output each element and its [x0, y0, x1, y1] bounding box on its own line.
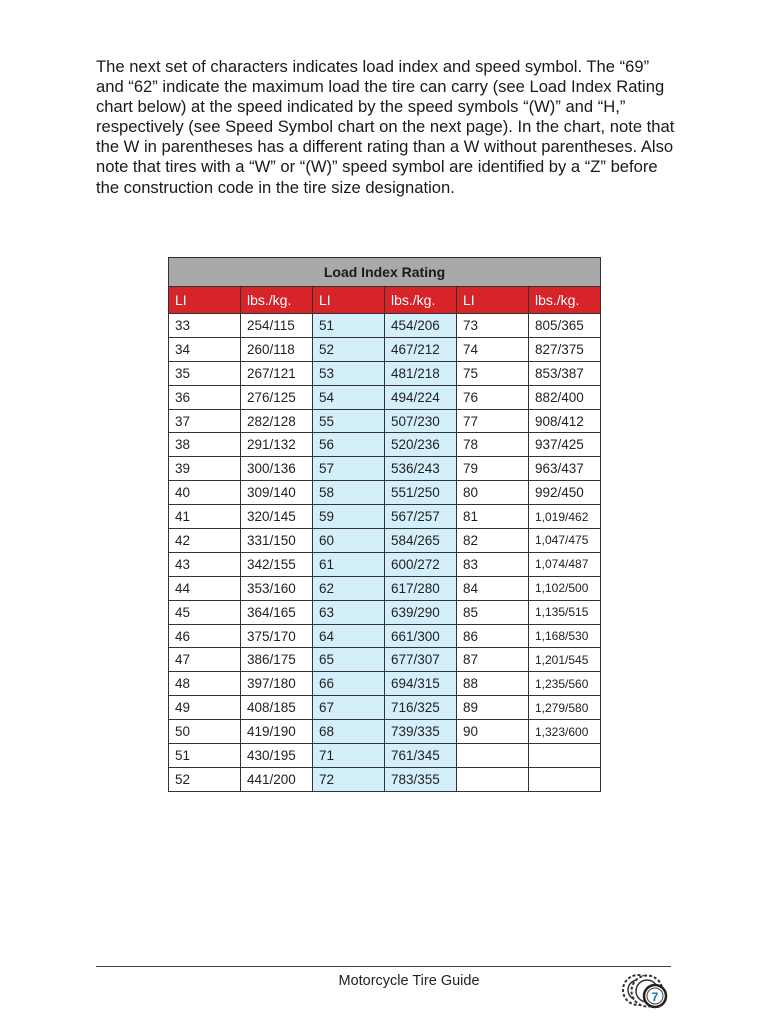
table-cell: 85	[457, 600, 529, 624]
table-cell: 34	[169, 337, 241, 361]
table-cell: 38	[169, 433, 241, 457]
table-cell: 1,019/462	[529, 505, 601, 529]
table-cell: 260/118	[241, 337, 313, 361]
table-row	[169, 481, 601, 505]
table-row	[169, 767, 601, 791]
table-cell: 1,102/500	[529, 576, 601, 600]
table-row	[169, 672, 601, 696]
table-cell: 81	[457, 505, 529, 529]
table-cell: 386/175	[241, 648, 313, 672]
table-cell: 320/145	[241, 505, 313, 529]
table-cell: 59	[313, 505, 385, 529]
table-cell: 331/150	[241, 529, 313, 553]
table-cell: 1,279/580	[529, 696, 601, 720]
table-cell: 66	[313, 672, 385, 696]
table-cell: 49	[169, 696, 241, 720]
table-cell	[457, 744, 529, 768]
table-cell: 300/136	[241, 457, 313, 481]
table-cell: 467/212	[385, 337, 457, 361]
table-cell: 441/200	[241, 767, 313, 791]
table-cell: 639/290	[385, 600, 457, 624]
column-header: LI	[313, 287, 385, 314]
table-cell: 47	[169, 648, 241, 672]
table-cell: 67	[313, 696, 385, 720]
table-cell: 45	[169, 600, 241, 624]
table-cell: 35	[169, 361, 241, 385]
table-cell: 853/387	[529, 361, 601, 385]
table-cell: 309/140	[241, 481, 313, 505]
table-cell: 57	[313, 457, 385, 481]
table-cell: 90	[457, 720, 529, 744]
table-cell: 694/315	[385, 672, 457, 696]
table-cell: 50	[169, 720, 241, 744]
table-cell: 76	[457, 385, 529, 409]
table-cell: 53	[313, 361, 385, 385]
table-header-row	[169, 287, 601, 314]
table-row	[169, 409, 601, 433]
table-cell: 37	[169, 409, 241, 433]
table-cell: 71	[313, 744, 385, 768]
table-cell: 75	[457, 361, 529, 385]
table-cell	[529, 767, 601, 791]
table-row	[169, 744, 601, 768]
table-cell: 397/180	[241, 672, 313, 696]
table-cell: 1,074/487	[529, 552, 601, 576]
table-cell: 43	[169, 552, 241, 576]
table-cell: 739/335	[385, 720, 457, 744]
table-cell: 454/206	[385, 314, 457, 338]
table-cell: 600/272	[385, 552, 457, 576]
table-cell: 716/325	[385, 696, 457, 720]
table-cell: 40	[169, 481, 241, 505]
table-cell: 72	[313, 767, 385, 791]
table-row	[169, 433, 601, 457]
table-cell: 481/218	[385, 361, 457, 385]
table-cell: 827/375	[529, 337, 601, 361]
table-cell: 48	[169, 672, 241, 696]
table-cell: 567/257	[385, 505, 457, 529]
table-cell: 82	[457, 529, 529, 553]
table-cell: 51	[169, 744, 241, 768]
table-cell: 46	[169, 624, 241, 648]
table-cell: 58	[313, 481, 385, 505]
table-cell: 408/185	[241, 696, 313, 720]
table-row	[169, 385, 601, 409]
intro-paragraph: The next set of characters indicates load index and speed symbol. The “69” and “62” indicate the maximum load the tire can carry (see Load Index Rating chart below) at the speed indicated by the speed symbols “(W)” and “H,” respectively (see Speed Symbol chart on the next page). In the chart, note that the W in parentheses has a different rating than a W without parentheses. Also note that tires with a “W” or “(W)” speed symbol are identified by a “Z” before the construction code in the tire size designation.	[96, 57, 675, 197]
table-cell: 661/300	[385, 624, 457, 648]
page-number: 7	[651, 990, 659, 1004]
table-cell: 1,047/475	[529, 529, 601, 553]
table-cell: 74	[457, 337, 529, 361]
table-row	[169, 576, 601, 600]
table-row	[169, 696, 601, 720]
table-cell: 342/155	[241, 552, 313, 576]
table-cell: 60	[313, 529, 385, 553]
tire-icon	[621, 966, 673, 1014]
load-index-table	[168, 257, 601, 792]
table-cell: 276/125	[241, 385, 313, 409]
table-cell: 1,323/600	[529, 720, 601, 744]
table-cell: 536/243	[385, 457, 457, 481]
table-title: Load Index Rating	[169, 258, 601, 287]
table-cell: 992/450	[529, 481, 601, 505]
table-cell: 86	[457, 624, 529, 648]
table-cell: 52	[169, 767, 241, 791]
table-cell: 551/250	[385, 481, 457, 505]
table-cell: 68	[313, 720, 385, 744]
table-cell: 77	[457, 409, 529, 433]
table-cell: 88	[457, 672, 529, 696]
table-cell: 51	[313, 314, 385, 338]
table-cell: 54	[313, 385, 385, 409]
table-cell: 677/307	[385, 648, 457, 672]
table-cell: 282/128	[241, 409, 313, 433]
table-row	[169, 648, 601, 672]
table-cell: 63	[313, 600, 385, 624]
table-cell: 364/165	[241, 600, 313, 624]
table-cell: 89	[457, 696, 529, 720]
table-cell: 908/412	[529, 409, 601, 433]
table-cell: 617/280	[385, 576, 457, 600]
table-cell: 55	[313, 409, 385, 433]
table-cell: 52	[313, 337, 385, 361]
footer-rule	[96, 966, 671, 967]
table-cell: 937/425	[529, 433, 601, 457]
table-cell: 963/437	[529, 457, 601, 481]
table-cell: 419/190	[241, 720, 313, 744]
table-cell: 61	[313, 552, 385, 576]
table-cell: 65	[313, 648, 385, 672]
table-cell: 64	[313, 624, 385, 648]
table-row	[169, 314, 601, 338]
table-cell: 73	[457, 314, 529, 338]
table-cell: 254/115	[241, 314, 313, 338]
table-cell: 56	[313, 433, 385, 457]
table-cell: 79	[457, 457, 529, 481]
table-cell: 78	[457, 433, 529, 457]
table-cell: 1,201/545	[529, 648, 601, 672]
table-cell: 41	[169, 505, 241, 529]
table-cell: 882/400	[529, 385, 601, 409]
table-cell	[529, 744, 601, 768]
table-cell	[457, 767, 529, 791]
table-cell: 291/132	[241, 433, 313, 457]
table-cell: 42	[169, 529, 241, 553]
table-row	[169, 505, 601, 529]
table-cell: 783/355	[385, 767, 457, 791]
table-cell: 353/160	[241, 576, 313, 600]
table-row	[169, 361, 601, 385]
table-cell: 1,135/515	[529, 600, 601, 624]
table-row	[169, 720, 601, 744]
table-cell: 62	[313, 576, 385, 600]
table-cell: 80	[457, 481, 529, 505]
table-cell: 87	[457, 648, 529, 672]
table-cell: 507/230	[385, 409, 457, 433]
table-cell: 761/345	[385, 744, 457, 768]
table-row	[169, 600, 601, 624]
table-cell: 584/265	[385, 529, 457, 553]
table-row	[169, 457, 601, 481]
table-cell: 39	[169, 457, 241, 481]
table-row	[169, 337, 601, 361]
table-cell: 430/195	[241, 744, 313, 768]
table-cell: 267/121	[241, 361, 313, 385]
table-cell: 520/236	[385, 433, 457, 457]
table-cell: 375/170	[241, 624, 313, 648]
table-cell: 1,168/530	[529, 624, 601, 648]
footer-title: Motorcycle Tire Guide	[338, 973, 480, 989]
table-cell: 84	[457, 576, 529, 600]
table-row	[169, 624, 601, 648]
column-header: LI	[169, 287, 241, 314]
column-header: lbs./kg.	[241, 287, 313, 314]
table-cell: 805/365	[529, 314, 601, 338]
table-cell: 494/224	[385, 385, 457, 409]
column-header: lbs./kg.	[529, 287, 601, 314]
table-cell: 33	[169, 314, 241, 338]
table-cell: 83	[457, 552, 529, 576]
column-header: lbs./kg.	[385, 287, 457, 314]
table-cell: 44	[169, 576, 241, 600]
table-cell: 1,235/560	[529, 672, 601, 696]
table-row	[169, 529, 601, 553]
table-cell: 36	[169, 385, 241, 409]
table-row	[169, 552, 601, 576]
column-header: LI	[457, 287, 529, 314]
